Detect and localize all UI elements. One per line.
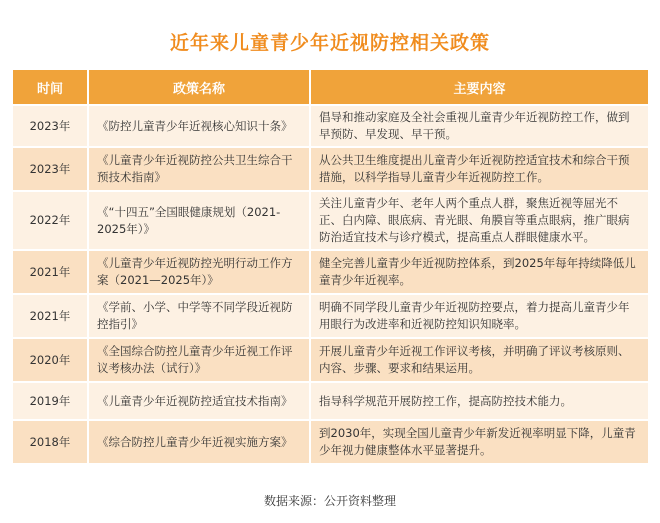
page-title: 近年来儿童青少年近视防控相关政策 <box>169 32 490 54</box>
row-policy: 《儿童青少年近视防控光明行动工作方案（2021—2025年）》 <box>89 251 311 293</box>
row-year: 2019年 <box>13 383 89 419</box>
row-policy: 《学前、小学、中学等不同学段近视防控指引》 <box>89 295 311 337</box>
table-row <box>13 251 648 293</box>
row-year: 2023年 <box>13 148 89 190</box>
row-content: 开展儿童青少年近视工作评议考核，并明确了评议考核原则、内容、步骤、要求和结果运用。 <box>311 339 648 381</box>
table-row <box>13 106 648 146</box>
row-year: 2021年 <box>13 295 89 337</box>
table-row <box>13 148 648 190</box>
table-row <box>13 383 648 419</box>
row-year: 2020年 <box>13 339 89 381</box>
row-year: 2018年 <box>13 421 89 463</box>
row-content: 到2030年，实现全国儿童青少年新发近视率明显下降，儿童青少年视力健康整体水平显著提升。 <box>311 421 648 463</box>
row-policy: 《儿童青少年近视防控公共卫生综合干预技术指南》 <box>89 148 311 190</box>
row-content: 指导科学规范开展防控工作，提高防控技术能力。 <box>311 383 648 419</box>
row-content: 关注儿童青少年、老年人两个重点人群，聚焦近视等屈光不正、白内障、眼底病、青光眼、角膜盲等重点眼病，推广眼病防治适宜技术与诊疗模式，提高重点人群眼健康水平。 <box>311 192 648 249</box>
table-header-row <box>13 70 648 104</box>
table-row <box>13 192 648 249</box>
row-policy: 《“十四五”全国眼健康规划（2021-2025年）》 <box>89 192 311 249</box>
header-policy-name: 政策名称 <box>89 70 311 104</box>
row-content: 从公共卫生维度提出儿童青少年近视防控适宜技术和综合干预措施，以科学指导儿童青少年近视防控工作。 <box>311 148 648 190</box>
policy-table <box>13 68 648 465</box>
row-year: 2022年 <box>13 192 89 249</box>
row-year: 2021年 <box>13 251 89 293</box>
header-main-content: 主要内容 <box>311 70 648 104</box>
row-content: 倡导和推动家庭及全社会重视儿童青少年近视防控工作，做到早预防、早发现、早干预。 <box>311 106 648 146</box>
row-year: 2023年 <box>13 106 89 146</box>
table-row <box>13 421 648 463</box>
table-row <box>13 295 648 337</box>
table-row <box>13 339 648 381</box>
row-policy: 《综合防控儿童青少年近视实施方案》 <box>89 421 311 463</box>
row-policy: 《全国综合防控儿童青少年近视工作评议考核办法（试行）》 <box>89 339 311 381</box>
data-source-note: 数据来源：公开资料整理 <box>263 494 396 508</box>
row-content: 健全完善儿童青少年近视防控体系，到2025年每年持续降低儿童青少年近视率。 <box>311 251 648 293</box>
header-time: 时间 <box>13 70 89 104</box>
row-policy: 《防控儿童青少年近视核心知识十条》 <box>89 106 311 146</box>
row-policy: 《儿童青少年近视防控适宜技术指南》 <box>89 383 311 419</box>
row-content: 明确不同学段儿童青少年近视防控要点，着力提高儿童青少年用眼行为改进率和近视防控知识知晓率。 <box>311 295 648 337</box>
